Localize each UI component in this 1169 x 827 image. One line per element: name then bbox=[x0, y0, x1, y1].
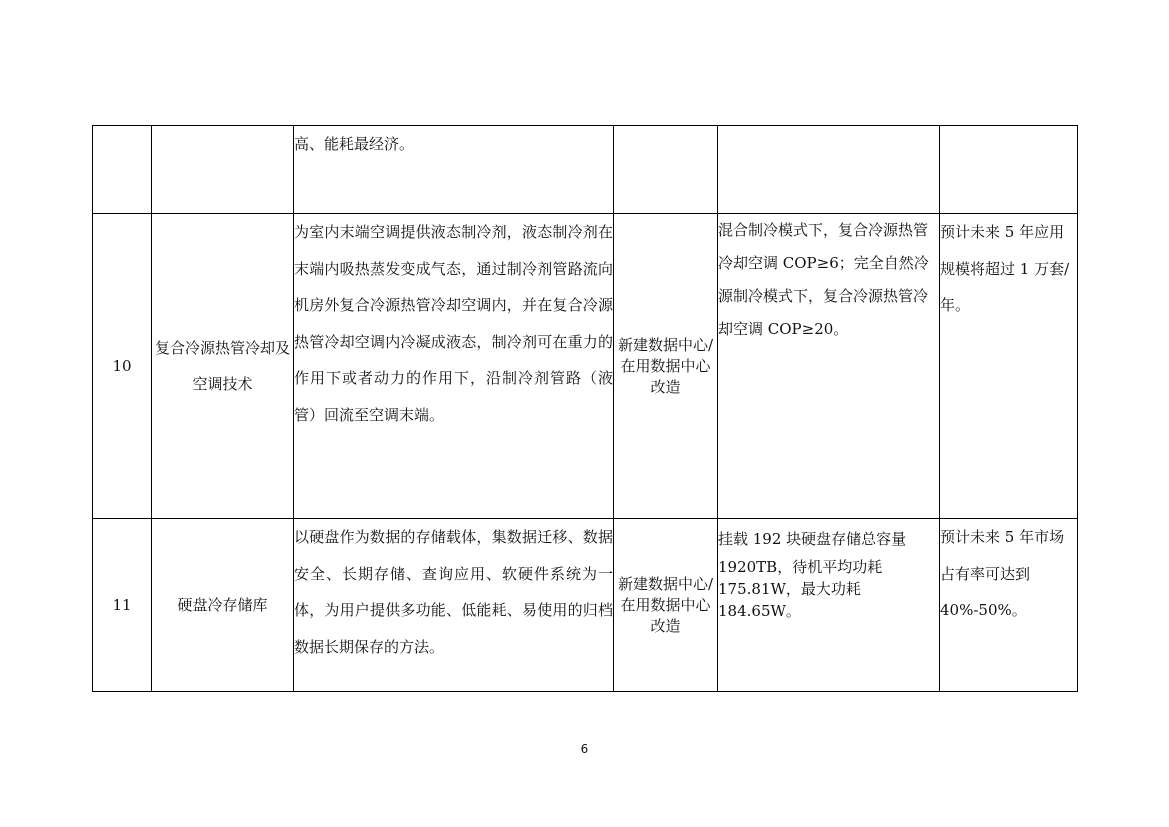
page-number: 6 bbox=[580, 742, 589, 756]
table-row bbox=[93, 519, 1078, 692]
promotion-forecast bbox=[940, 126, 1078, 214]
performance-line: 1920TB，待机平均功耗 175.81W，最大功耗 184.65W。 bbox=[718, 558, 883, 620]
application-scope: 新建数据中心/在用数据中心改造 bbox=[614, 519, 718, 692]
performance-indicator bbox=[718, 519, 940, 692]
performance-indicator bbox=[718, 126, 940, 214]
row-index bbox=[93, 126, 152, 214]
technology-name bbox=[152, 126, 294, 214]
technology-table bbox=[92, 125, 1078, 692]
technology-description: 高、能耗最经济。 bbox=[294, 126, 614, 214]
technology-name: 硬盘冷存储库 bbox=[152, 519, 294, 692]
technology-description: 为室内末端空调提供液态制冷剂，液态制冷剂在末端内吸热蒸发变成气态，通过制冷剂管路流向机房外复合冷源热管冷却空调内，并在复合冷源热管冷却空调内冷凝成液态，制冷剂可在重力的作用下或者动力的作用下，沿制冷剂管路（液管）回流至空调末端。 bbox=[294, 214, 614, 519]
application-scope: 新建数据中心/在用数据中心改造 bbox=[614, 214, 718, 519]
table-row bbox=[93, 214, 1078, 519]
row-index: 10 bbox=[93, 214, 152, 519]
promotion-forecast: 预计未来 5 年应用规模将超过 1 万套/年。 bbox=[940, 214, 1078, 519]
row-index: 11 bbox=[93, 519, 152, 692]
performance-line: 挂载 192 块硬盘存储总容量 bbox=[718, 530, 907, 548]
application-scope bbox=[614, 126, 718, 214]
technology-description: 以硬盘作为数据的存储载体，集数据迁移、数据安全、长期存储、查询应用、软硬件系统为一体，为用户提供多功能、低能耗、易使用的归档数据长期保存的方法。 bbox=[294, 519, 614, 692]
promotion-forecast: 预计未来 5 年市场占有率可达到 40%-50%。 bbox=[940, 519, 1078, 692]
performance-indicator: 混合制冷模式下，复合冷源热管冷却空调 COP≥6；完全自然冷源制冷模式下，复合冷源热管冷却空调 COP≥20。 bbox=[718, 214, 940, 519]
technology-name: 复合冷源热管冷却及空调技术 bbox=[152, 214, 294, 519]
table-row bbox=[93, 126, 1078, 214]
